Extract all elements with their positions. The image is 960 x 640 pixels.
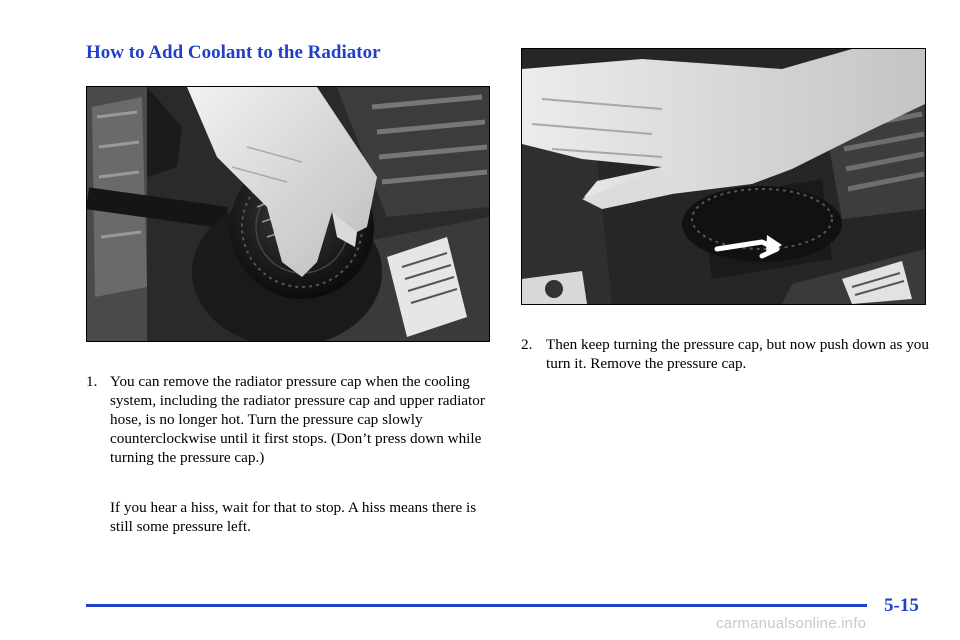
photo-pushing-pressure-cap (521, 48, 926, 305)
step-1-text: You can remove the radiator pressure cap when the cooling system, including the radiator pressure cap and upper radiator hose, is no longer hot. Turn the pressure cap slowly counterclockwise until it first stops. (Don’t press down while turning the pressure cap.) (110, 373, 485, 466)
watermark: carmanualsonline.info (716, 615, 867, 632)
step-1-note: If you hear a hiss, wait for that to stop. A hiss means there is still some pressure left. (110, 499, 477, 535)
engine-bay-photo-right (522, 49, 925, 304)
step-1 (86, 372, 496, 467)
step-1-number: 1. (86, 373, 98, 390)
engine-bay-photo-left (87, 87, 489, 341)
step-2 (521, 335, 931, 373)
footer-rule (86, 604, 867, 607)
photo-turning-pressure-cap (86, 86, 490, 342)
step-2-number: 2. (521, 336, 533, 353)
page-heading: How to Add Coolant to the Radiator (86, 42, 381, 63)
page-number: 5-15 (884, 595, 919, 616)
step-2-text: Then keep turning the pressure cap, but now push down as you turn it. Remove the pressure cap. (546, 336, 929, 372)
